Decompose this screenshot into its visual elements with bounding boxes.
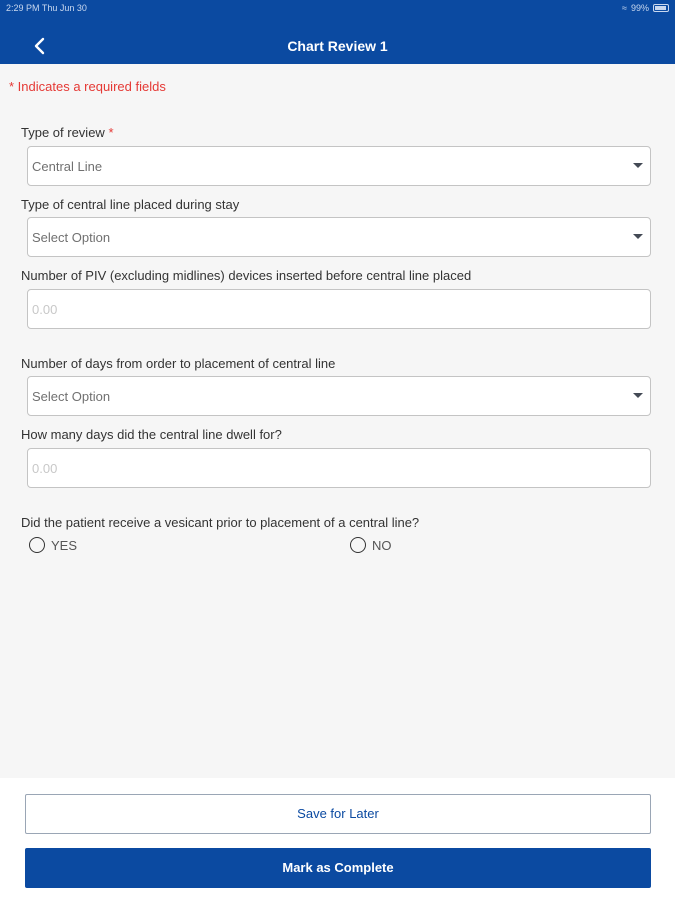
- vesicant-question-label: Did the patient receive a vesicant prior to placement of a central line?: [21, 515, 420, 530]
- caret-down-icon: [633, 163, 643, 168]
- type-of-review-label: [21, 125, 114, 140]
- radio-unchecked-icon: [350, 537, 366, 553]
- days-order-to-placement-select[interactable]: [27, 376, 651, 416]
- central-line-type-value: Select Option: [32, 230, 111, 245]
- wifi-icon: ≈: [622, 3, 627, 13]
- central-line-type-select[interactable]: [27, 217, 651, 257]
- mark-as-complete-button[interactable]: Mark as Complete: [25, 848, 651, 888]
- form-content: [0, 64, 675, 778]
- required-marker: *: [108, 125, 114, 140]
- required-fields-note: * Indicates a required fields: [9, 79, 166, 94]
- days-order-to-placement-value: Select Option: [32, 389, 111, 404]
- piv-count-input[interactable]: [28, 290, 650, 328]
- page-title: Chart Review 1: [287, 38, 388, 54]
- battery-icon: [653, 4, 669, 12]
- type-of-review-value: Central Line: [32, 159, 103, 174]
- action-footer: [0, 778, 675, 900]
- dwell-days-label: How many days did the central line dwell for?: [21, 427, 282, 442]
- battery-percent: 99%: [630, 3, 649, 13]
- status-bar: [0, 0, 675, 18]
- save-for-later-button[interactable]: Save for Later: [25, 794, 651, 834]
- app-header: [0, 0, 675, 64]
- caret-down-icon: [633, 234, 643, 239]
- radio-unchecked-icon: [29, 537, 45, 553]
- dwell-days-input[interactable]: [28, 449, 650, 487]
- vesicant-no-label: NO: [372, 537, 392, 553]
- piv-count-field: [27, 289, 651, 329]
- type-of-review-select[interactable]: [27, 146, 651, 186]
- status-time: 2:29 PM Thu Jun 30: [6, 3, 87, 13]
- vesicant-no-radio[interactable]: [350, 537, 392, 553]
- central-line-type-label: Type of central line placed during stay: [21, 197, 240, 212]
- piv-count-label: Number of PIV (excluding midlines) devices inserted before central line placed: [21, 268, 472, 283]
- vesicant-yes-radio[interactable]: [29, 537, 77, 553]
- caret-down-icon: [633, 393, 643, 398]
- dwell-days-field: [27, 448, 651, 488]
- vesicant-yes-label: YES: [51, 537, 78, 553]
- status-indicators: [622, 3, 669, 13]
- type-of-review-label-text: Type of review: [21, 125, 105, 140]
- days-order-to-placement-label: Number of days from order to placement of central line: [21, 356, 336, 371]
